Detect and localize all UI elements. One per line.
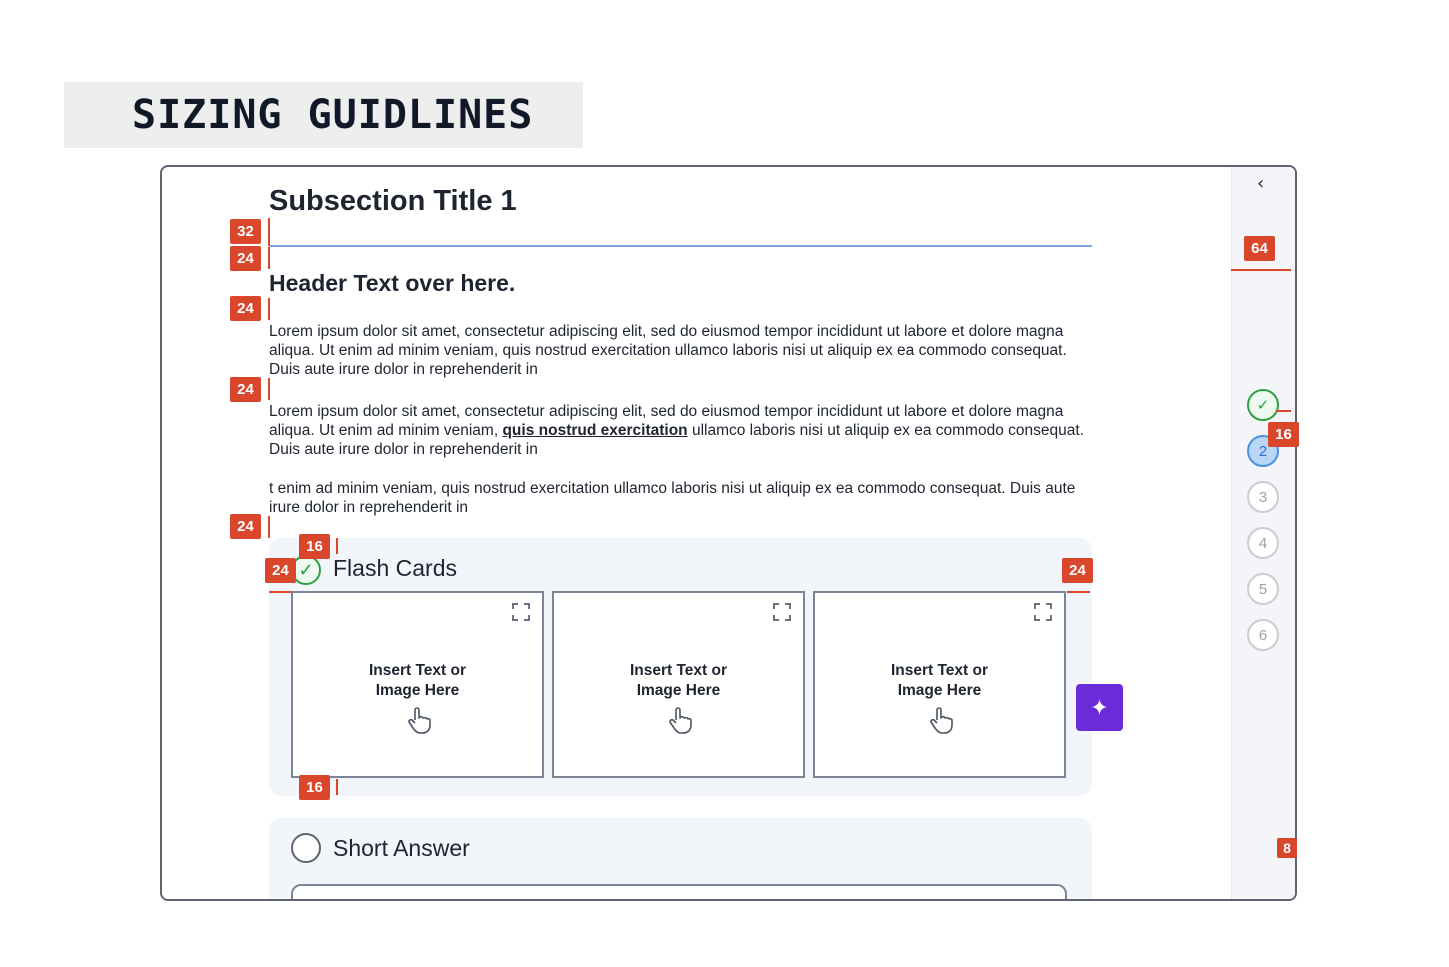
short-answer-title: Short Answer [333, 835, 470, 861]
step-3[interactable]: 3 [1247, 481, 1279, 513]
flash-cards-title: Flash Cards [333, 555, 457, 581]
ai-assistant-button[interactable] [1076, 684, 1123, 731]
sparkle-icon: ✦ [1090, 694, 1109, 720]
hand-pointer-icon [406, 706, 432, 734]
body-paragraph-3: t enim ad minim veniam, quis nostrud exercitation ullamco laboris nisi ut aliquip ex ea commodo consequat. Duis aute irure dolor in reprehenderit in [269, 480, 1076, 516]
annotation-line [268, 378, 270, 400]
annotation-step-spacing: 16 [1268, 422, 1299, 447]
app-frame [160, 165, 1297, 901]
chevron-left-icon[interactable]: ‹ [1257, 173, 1265, 194]
inline-link[interactable]: quis nostrud exercitation [502, 422, 688, 439]
subsection-title: Subsection Title 1 [269, 185, 517, 217]
annotation-card-bottom-padding: 16 [299, 775, 330, 800]
hand-pointer-icon [928, 706, 954, 734]
paragraph-text: Lorem ipsum dolor sit amet, consectetur adipiscing elit, sed do eiusmod tempor incididunt ut labore et dolore magna aliqua. Ut enim ad minim veniam, [269, 403, 1064, 439]
step-6[interactable]: 6 [1247, 619, 1279, 651]
hand-pointer-icon [667, 706, 693, 734]
body-paragraph-1: Lorem ipsum dolor sit amet, consectetur adipiscing elit, sed do eiusmod tempor incididunt ut labore et dolore magna aliqua. Ut enim ad minim veniam, quis nostrud exercitation ullamco laboris nisi ut aliquip ex ea commodo consequat. Duis aute irure dolor in reprehenderit in [269, 323, 1067, 378]
page-title: SIZING GUIDLINES [132, 92, 534, 138]
page-title-banner [64, 82, 583, 148]
annotation-line [336, 779, 338, 795]
body-paragraph-2 [269, 402, 1094, 459]
annotation-rail-width: 64 [1244, 236, 1275, 261]
section-divider [269, 245, 1092, 247]
annotation-line [268, 516, 270, 538]
annotation-header-gap: 24 [230, 296, 261, 321]
flash-cards-section [269, 538, 1092, 796]
annotation-line [336, 538, 338, 554]
annotation-line [268, 247, 270, 269]
progress-rail [1231, 167, 1297, 901]
step-4[interactable]: 4 [1247, 527, 1279, 559]
annotation-para-gap: 24 [230, 377, 261, 402]
header-text: Header Text over here. [269, 270, 516, 296]
card-placeholder-text: Insert Text or Image Here [629, 662, 728, 699]
annotation-card-top-padding: 16 [299, 534, 330, 559]
annotation-line [1276, 410, 1291, 412]
annotation-card-left-padding: 24 [265, 558, 296, 583]
annotation-line [1067, 591, 1090, 593]
annotation-line [268, 298, 270, 320]
step-1-check-icon[interactable]: ✓ [1247, 389, 1279, 421]
paragraph-text: ullamco laboris nisi ut aliquip ex ea commodo consequat. Duis aute irure dolor in reprehenderit in [269, 422, 1084, 458]
step-5[interactable]: 5 [1247, 573, 1279, 605]
short-answer-section [269, 818, 1092, 901]
flash-card[interactable] [813, 591, 1066, 778]
card-placeholder-text: Insert Text or Image Here [368, 662, 467, 699]
annotation-title-gap: 32 [230, 219, 261, 244]
card-placeholder-text: Insert Text or Image Here [890, 662, 989, 699]
annotation-line [269, 591, 291, 593]
expand-icon[interactable] [512, 603, 530, 621]
annotation-line [1231, 269, 1291, 271]
annotation-card-right-padding: 24 [1062, 558, 1093, 583]
short-answer-input[interactable] [291, 884, 1067, 901]
step-2[interactable]: 2 [1247, 435, 1279, 467]
expand-icon[interactable] [1034, 603, 1052, 621]
annotation-section-gap: 24 [230, 514, 261, 539]
annotation-divider-gap: 24 [230, 246, 261, 271]
annotation-ai-button-margin: 8 [1277, 838, 1297, 858]
flash-card[interactable] [291, 591, 544, 778]
annotation-line [268, 218, 270, 246]
flash-card[interactable] [552, 591, 805, 778]
expand-icon[interactable] [773, 603, 791, 621]
empty-circle-icon [291, 833, 321, 863]
check-icon: ✓ [291, 555, 321, 585]
